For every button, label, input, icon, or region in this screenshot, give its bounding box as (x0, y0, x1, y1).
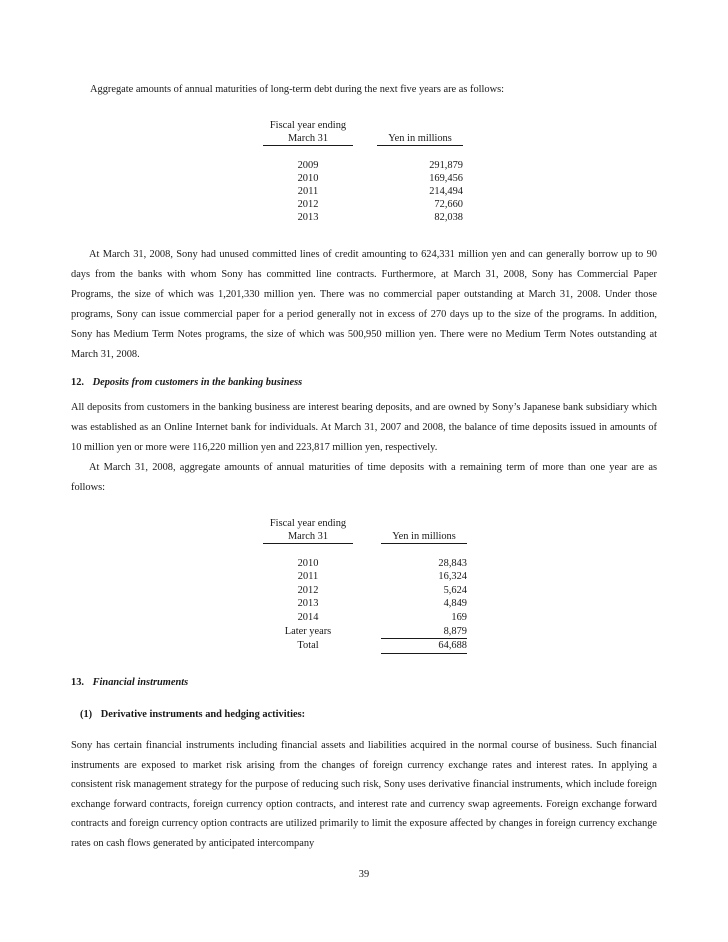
table2-amount: 4,849 (443, 598, 467, 609)
section-13-subheading (80, 709, 305, 720)
table2-header-fy-line1: Fiscal year ending (269, 518, 347, 529)
page-number: 39 (358, 869, 370, 880)
table2-amount: 8,879 (443, 626, 467, 637)
section-12-title: Deposits from customers in the banking business (92, 377, 303, 388)
table1-year: 2012 (297, 199, 319, 210)
table2-year: 2014 (297, 612, 319, 623)
table1-year: 2013 (297, 212, 319, 223)
credit-lines-paragraph: At March 31, 2008, Sony had unused committed lines of credit amounting to 624,331 million yen and can generally borrow up to 90 days from the banks with whom Sony has committed line contracts. Furthermore, at March 31, 2008, Sony has Commercial Paper Programs, the size of which was 1,201,330 million yen. There was no commercial paper outstanding at March 31, 2008. Under those programs, Sony can issue commercial paper for a period generally not in excess of 270 days up to the size of the programs. In addition, Sony has Medium Term Notes programs, the size of which was 500,950 million yen. There were no Medium Term Notes outstanding at March 31, 2008. (71, 249, 657, 360)
section-12-number: 12. (71, 377, 84, 388)
table1-amount: 214,494 (429, 186, 463, 197)
table1-amount: 291,879 (429, 160, 463, 171)
table1-header-fy-line1: Fiscal year ending (269, 120, 347, 131)
total-rule (381, 653, 467, 654)
table2-header-amount: Yen in millions (381, 530, 467, 544)
section-12-heading (71, 377, 302, 388)
section-13-heading (71, 677, 188, 688)
table1-year: 2011 (297, 186, 319, 197)
table2-amount: 169 (451, 612, 467, 623)
table2-amount: 5,624 (443, 585, 467, 596)
deposits-paragraph: All deposits from customers in the banking business are interest bearing deposits, and are owned by Sony’s Japanese bank subsidiary which was established as an Online Internet bank for individuals. At March 31, 2007 and 2008, the balance of time deposits issued in amounts of 10 million yen or more were 116,220 million yen and 223,817 million yen, respectively. (71, 402, 657, 453)
section-13-number: 13. (71, 677, 84, 688)
table1-year: 2009 (297, 160, 319, 171)
deposits-text (71, 398, 657, 498)
table1-amount: 169,456 (429, 173, 463, 184)
table1-header-fiscal-year (263, 119, 353, 146)
table1-header-fy-line2: March 31 (263, 132, 353, 146)
financial-instruments-paragraph: Sony has certain financial instruments including financial assets and liabilities acquired in the normal course of business. Such financial instruments are exposed to market risk arising from the changes of foreign currency exchange rates and interest rates. In applying a consistent risk management strategy for the purpose of reducing such risk, Sony uses derivative financial instruments, which include foreign exchange forward contracts, foreign currency option contracts, and interest rate and currency swap agreements. Foreign exchange forward contracts and foreign currency option contracts are utilized primarily to limit the exposure affected by changes in foreign currency exchange rates on cash flows generated by anticipated intercompany (71, 740, 657, 849)
time-deposits-paragraph: At March 31, 2008, aggregate amounts of annual maturities of time deposits with a remaining term of more than one year are as follows: (71, 462, 657, 493)
table2-total-label: Total (297, 640, 319, 651)
section-13-sub-title: Derivative instruments and hedging activities: (100, 709, 306, 720)
table2-header-fiscal-year (263, 517, 353, 544)
table2-header-fy-line2: March 31 (263, 530, 353, 544)
table2-year: 2010 (297, 558, 319, 569)
table2-year: Later years (284, 626, 332, 637)
section-13-title: Financial instruments (92, 677, 189, 688)
table1-header-amount: Yen in millions (377, 132, 463, 146)
table2-year: 2012 (297, 585, 319, 596)
intro-text: Aggregate amounts of annual maturities of long-term debt during the next five years are as follows: (90, 84, 505, 95)
table1-amount: 82,038 (434, 212, 463, 223)
table2-amount: 16,324 (438, 571, 467, 582)
section-13-sub-number: (1) (80, 709, 93, 720)
table1-amount: 72,660 (434, 199, 463, 210)
table2-amount: 28,843 (438, 558, 467, 569)
table2-year: 2013 (297, 598, 319, 609)
table2-total-amount: 64,688 (438, 640, 467, 651)
table1-year: 2010 (297, 173, 319, 184)
table2-year: 2011 (297, 571, 319, 582)
